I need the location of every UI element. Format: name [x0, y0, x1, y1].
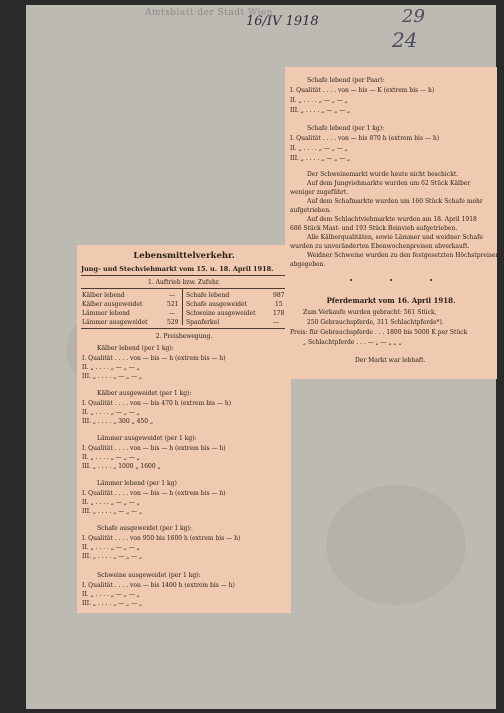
price-row: I. Qualität . . . . von — bis 870 h (extrem bis — h) — [290, 135, 440, 142]
page-number-a: 29 — [402, 6, 425, 27]
supply-value: 15 — [275, 301, 283, 308]
horse-line: Preis: für Gebrauchspferde . . . 1800 bis 5000 K per Stück — [290, 329, 468, 336]
horse-market-title: Pferdemarkt vom 16. April 1918. — [326, 296, 456, 305]
price-group-heading: Schafe lebend (per Paar): — [307, 77, 385, 84]
price-row: II. „ . . . . „ — „ — „ — [82, 591, 140, 598]
price-row: III. „ . . . . „ — „ — „ — [82, 373, 143, 380]
supply-label: Kälber lebend — [82, 292, 125, 299]
supply-label: Schafe ausgeweidet — [186, 301, 247, 308]
handwritten-date: 16/IV 1918 — [246, 14, 319, 29]
report-line: aufgetrieben. — [290, 207, 331, 214]
clipping-title: Lebensmittelverkehr. — [133, 251, 235, 261]
paper-stain — [326, 485, 466, 605]
supply-label: Lämmer lebend — [82, 310, 130, 317]
report-line: Alle Kälberqualitäten, sowie Lämmer und weidner Schafe — [307, 234, 483, 241]
price-row: III. „ . . . . „ 1000 „ 1600 „ — [82, 463, 161, 470]
price-group-heading: Lämmer lebend (per 1 kg) — [97, 480, 177, 487]
supply-value: 987 — [273, 292, 285, 299]
price-row: II. „ . . . . „ — „ — „ — [82, 499, 140, 506]
price-row: I. Qualität . . . . von — bis — h (extrem bis — h) — [82, 355, 226, 362]
price-group-heading: Lämmer ausgeweidet (per 1 kg): — [97, 435, 197, 442]
horse-line: „ Schlachtpferde . . . — „ — „ „ „ — [303, 339, 402, 346]
price-row: I. Qualität . . . . von — bis — h (extrem bis — h) — [82, 490, 226, 497]
price-row: I. Qualität . . . . von — bis 1400 h (extrem bis — h) — [82, 582, 235, 589]
supply-label: Lämmer ausgeweidet — [82, 319, 148, 326]
horse-line: 250 Gebrauchspferde, 311 Schlachtpferde*). — [307, 319, 444, 326]
price-group-heading: Kälber ausgeweidet (per 1 kg): — [97, 390, 192, 397]
section-price-heading: 2. Preisbewegung. — [155, 333, 213, 340]
separator-dot — [390, 279, 392, 281]
separator-dot — [350, 279, 352, 281]
price-row: III. „ . . . . „ — „ — „ — [290, 107, 351, 114]
report-line: Auf dem Schafmarkte wurden um 160 Stück Schafe mehr — [307, 198, 483, 205]
price-group-heading: Kälber lebend (per 1 kg): — [97, 345, 174, 352]
price-row: III. „ . . . . „ — „ — „ — [82, 553, 143, 560]
price-row: III. „ . . . . „ — „ — „ — [290, 155, 351, 162]
supply-label: Schafe lebend — [186, 292, 230, 299]
price-row: I. Qualität . . . . von — bis — h (extrem bis — h) — [82, 445, 226, 452]
supply-value: 529 — [167, 319, 179, 326]
supply-label: Spanferkel — [186, 319, 220, 326]
price-row: II. „ . . . . „ — „ — „ — [290, 97, 348, 104]
price-group-heading: Schweine ausgeweidet (per 1 kg): — [97, 572, 201, 579]
market-note: Der Markt war lebhaft. — [355, 357, 426, 364]
supply-value: — — [273, 319, 279, 326]
price-row: II. „ . . . . „ — „ — „ — [290, 145, 348, 152]
price-row: III. „ . . . . „ 300 „ 450 „ — [82, 418, 154, 425]
clipping-left — [77, 245, 291, 613]
report-line: Auf dem Jungviehmarkte wurden um 62 Stück Kälber — [307, 180, 471, 187]
report-line: Auf dem Schlachtviehmarkte wurden am 18. April 1918 — [307, 216, 477, 223]
report-line: Weidner Schweine wurden zu den festgesetzten Höchstpreisen — [307, 252, 500, 259]
price-row: III. „ . . . . „ — „ — „ — [82, 600, 143, 607]
supply-value: 521 — [167, 301, 179, 308]
clipping-right — [285, 67, 500, 379]
price-row: II. „ . . . . „ — „ — „ — [82, 544, 140, 551]
price-group-heading: Schafe ausgeweidet (per 1 kg): — [97, 525, 192, 532]
market-subtitle: Jung- und Stechviehmarkt vom 15. u. 18. April 1918. — [81, 265, 274, 273]
column-divider — [182, 289, 183, 325]
price-row: I. Qualität . . . . von — bis — K (extrem bis — h) — [290, 87, 435, 94]
supply-value: 178 — [273, 310, 285, 317]
supply-value: — — [169, 292, 175, 299]
horse-line: Zum Verkaufe wurden gebracht: 561 Stück, — [303, 309, 437, 316]
rule — [81, 275, 287, 276]
price-row: I. Qualität . . . . von — bis 470 h (extrem bis — h) — [82, 400, 232, 407]
rule — [81, 288, 287, 289]
price-row: II. „ . . . . „ — „ — „ — [82, 364, 140, 371]
price-row: I. Qualität . . . . von 950 bis 1600 h (extrem bis — h) — [82, 535, 241, 542]
price-row: III. „ . . . . „ — „ — „ — [82, 508, 143, 515]
report-line: Der Schweinemarkt wurde heute nicht beschickt. — [307, 171, 459, 178]
supply-label: Kälber ausgeweidet — [82, 301, 143, 308]
stamp-header: Amtsblatt der Stadt Wien — [145, 8, 274, 18]
price-row: II. „ . . . . „ — „ — „ — [82, 409, 140, 416]
price-row: II. „ . . . . „ — „ — „ — [82, 454, 140, 461]
report-line: abgegeben. — [290, 261, 326, 268]
report-line: weniger zugeführt. — [290, 189, 349, 196]
price-group-heading: Schafe lebend (per 1 kg): — [307, 125, 385, 132]
section-supply-heading: 1. Auftrieb bzw. Zufuhr. — [148, 279, 220, 286]
supply-label: Schweine ausgeweidet — [186, 310, 256, 317]
supply-value: — — [169, 310, 175, 317]
rule — [81, 328, 287, 329]
separator-dot — [430, 279, 432, 281]
page-number-b: 24 — [392, 28, 418, 52]
report-line: 686 Stück Mast- und 193 Stück Beinvieh aufgetrieben. — [290, 225, 458, 232]
report-line: wurden zu unveränderten Ebenwochenpreisen abverkauft. — [290, 243, 470, 250]
